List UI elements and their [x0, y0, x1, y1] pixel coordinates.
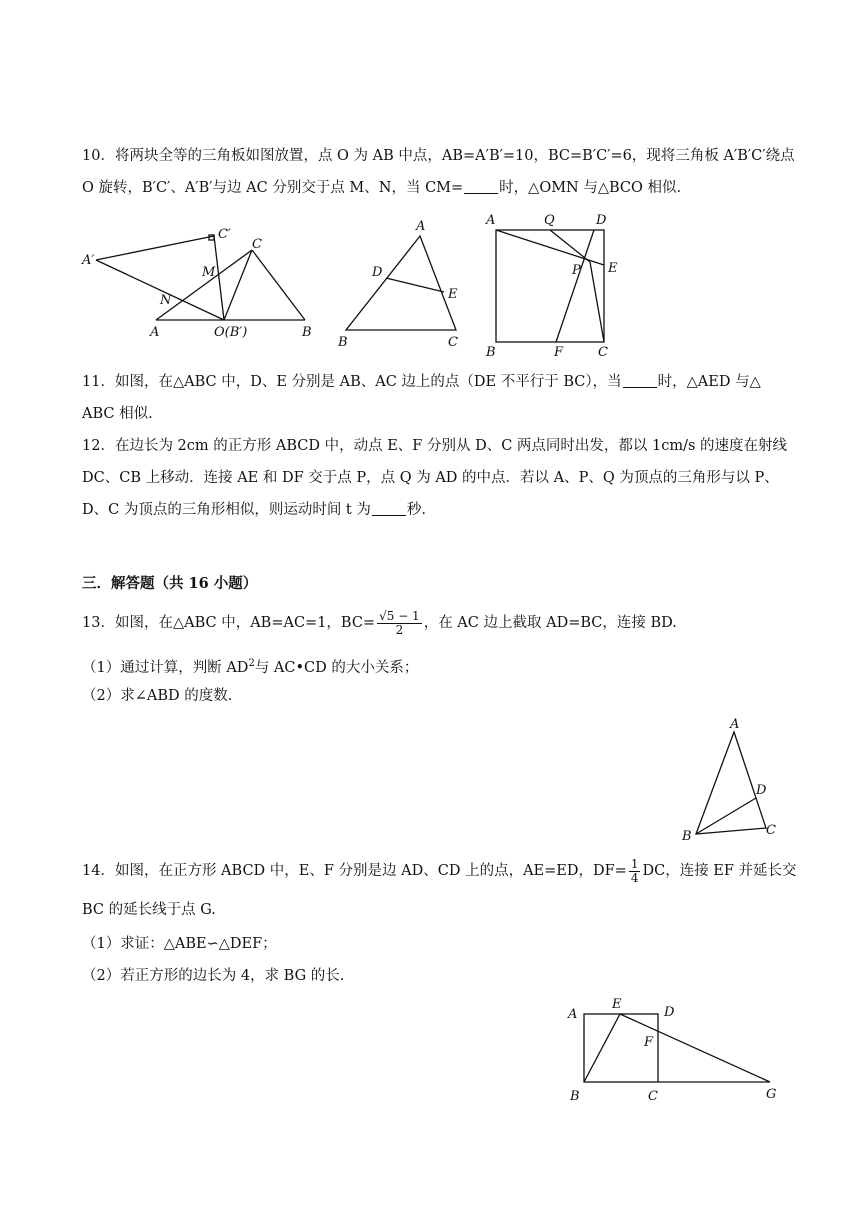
label-P: P	[572, 263, 581, 278]
fraction-denominator: 2	[395, 622, 404, 637]
label-B: B	[338, 335, 348, 350]
q14-line1-start: 14．如图，在正方形 ABCD 中，E、F 分别是边 AD、CD 上的点，AE=ED，DF=	[82, 863, 627, 879]
label-C: C	[648, 1089, 658, 1104]
q14-part2: （2）若正方形的边长为 4，求 BG 的长.	[82, 968, 345, 984]
q11-line2: ABC 相似.	[82, 406, 153, 422]
q13-line1-end: ，在 AC 边上截取 AD=BC，连接 BD.	[423, 615, 677, 631]
q14-line1	[82, 856, 797, 886]
q12-line3	[82, 500, 426, 520]
fraction-numerator: √5 − 1	[379, 608, 420, 623]
figure-q11	[338, 216, 468, 351]
q13-line1-start: 13．如图，在△ABC 中，AB=AC=1，BC=	[82, 615, 376, 631]
label-B: B	[486, 345, 496, 360]
figure-q12	[484, 210, 634, 360]
answer-blank-q11[interactable]	[623, 373, 657, 388]
fraction-bc	[377, 610, 422, 637]
label-O-Bprime: O(B′)	[214, 325, 248, 340]
q10-line2-end: 时，△OMN 与△BCO 相似.	[499, 180, 682, 196]
q13-part1	[82, 654, 418, 678]
label-F: F	[554, 345, 564, 360]
q12-line2: DC、CB 上移动．连接 AE 和 DF 交于点 P，点 Q 为 AD 的中点．若以 A、P、Q 为顶点的三角形与以 P、	[82, 470, 779, 486]
label-A: A	[416, 219, 426, 234]
q11-line1	[82, 372, 761, 392]
label-N: N	[160, 293, 172, 308]
label-A: A	[150, 325, 160, 340]
q13-part1-start: （1）通过计算，判断 AD	[82, 659, 249, 676]
label-C: C	[252, 237, 262, 252]
q10-line1: 10．将两块全等的三角板如图放置，点 O 为 AB 中点，AB=A′B′=10，BC=B′C′=6，现将三角板 A′B′C′绕点	[82, 148, 795, 164]
label-D: D	[664, 1005, 675, 1020]
q13-part2: （2）求∠ABD 的度数.	[82, 688, 233, 704]
q13-part1-end: 与 AC•CD 的大小关系；	[254, 659, 419, 676]
q11-line1-start: 11．如图，在△ABC 中，D、E 分别是 AB、AC 边上的点（DE 不平行于 BC），当	[82, 374, 622, 390]
q10-line2-start: O 旋转，B′C′、A′B′与边 AC 分别交于点 M、N，当 CM=	[82, 180, 464, 196]
label-C-prime: C′	[218, 227, 231, 242]
q12-line3-end: 秒.	[406, 502, 426, 518]
label-B: B	[302, 325, 312, 340]
q14-part1: （1）求证：△ABE∽△DEF；	[82, 936, 277, 952]
label-C: C	[598, 345, 608, 360]
label-D: D	[596, 213, 607, 228]
label-D: D	[756, 783, 767, 798]
figure-q13	[676, 712, 786, 842]
label-G: G	[766, 1087, 777, 1102]
section-heading: 三．解答题（共 16 小题）	[82, 575, 258, 592]
label-A: A	[486, 213, 496, 228]
label-B: B	[570, 1089, 580, 1104]
figure-q14	[560, 994, 788, 1104]
label-D: D	[372, 265, 383, 280]
label-E: E	[612, 997, 622, 1012]
q14-line2: BC 的延长线于点 G.	[82, 902, 216, 918]
label-M: M	[202, 265, 216, 280]
label-A: A	[568, 1007, 578, 1022]
q12-line3-start: D、C 为顶点的三角形相似，则运动时间 t 为	[82, 502, 371, 518]
label-C: C	[766, 823, 776, 838]
superscript-2: 2	[248, 658, 255, 669]
label-F: F	[644, 1035, 654, 1050]
answer-blank-q12[interactable]	[372, 501, 406, 516]
label-A-prime: A′	[82, 253, 95, 268]
figure-q10	[80, 222, 320, 347]
label-E: E	[448, 287, 458, 302]
fraction-denominator: 4	[630, 870, 639, 885]
label-Q: Q	[544, 213, 555, 228]
q12-line1: 12．在边长为 2cm 的正方形 ABCD 中，动点 E、F 分别从 D、C 两点同时出发，都以 1cm/s 的速度在射线	[82, 438, 788, 454]
label-A: A	[730, 717, 740, 732]
label-E: E	[608, 261, 618, 276]
q14-line1-end: DC，连接 EF 并延长交	[642, 863, 797, 879]
q11-line1-end: 时，△AED 与△	[657, 374, 761, 390]
fraction-numerator: 1	[630, 856, 639, 871]
q10-line2	[82, 178, 681, 198]
fraction-df	[629, 858, 641, 885]
label-C: C	[448, 335, 458, 350]
label-B: B	[682, 829, 692, 842]
q13-line1	[82, 608, 677, 638]
answer-blank-q10[interactable]	[464, 179, 498, 194]
